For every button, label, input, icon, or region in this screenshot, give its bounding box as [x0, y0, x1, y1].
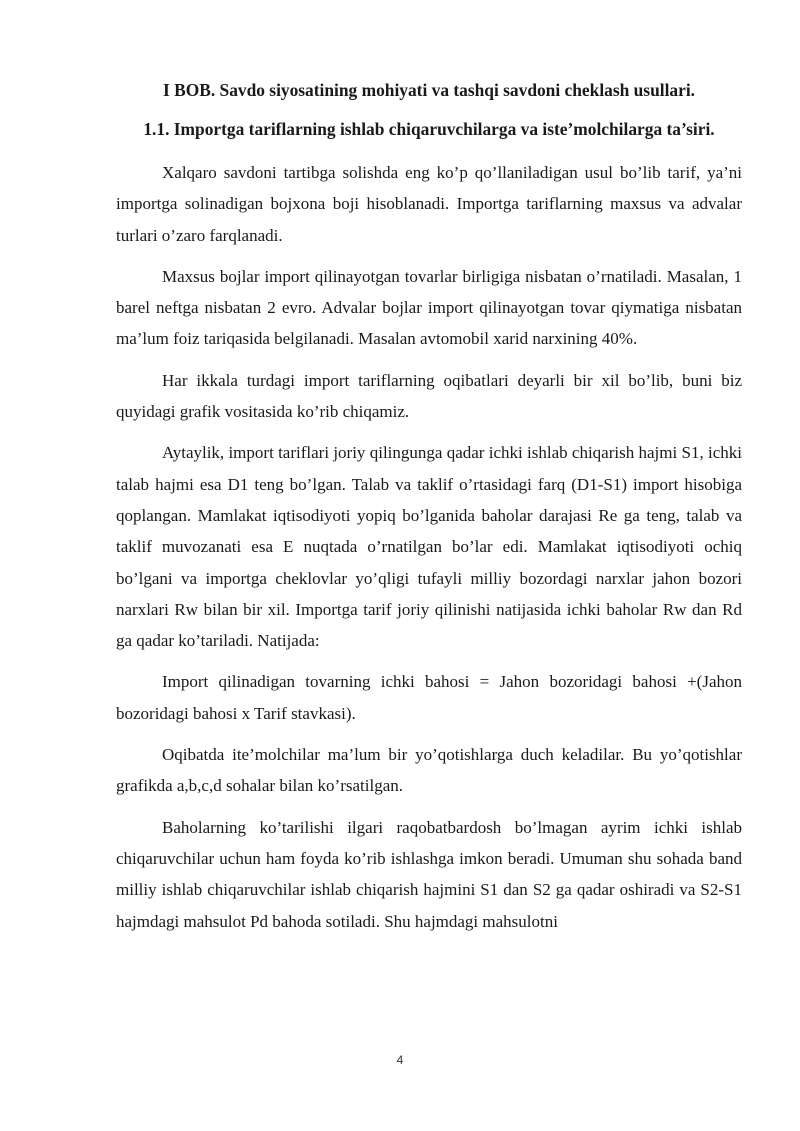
paragraph-3: Har ikkala turdagi import tariflarning oqibatlari deyarli bir xil bo’lib, buni biz quyidagi grafik vositasida ko’rib chiqamiz. — [116, 370, 742, 422]
document-page — [116, 70, 742, 937]
paragraph-5: Import qilinadigan tovarning ichki bahosi = Jahon bozoridagi bahosi +(Jahon bozoridagi bahosi x Tarif stavkasi). — [116, 672, 742, 723]
paragraph-6: Oqibatda ite’molchilar ma’lum bir yo’qotishlarga duch keladilar. Bu yo’qotishlar grafikda a,b,c,d sohalar bilan ko’rsatilgan. — [116, 745, 742, 796]
chapter-title: I BOB. Savdo siyosatining mohiyati va tashqi savdoni cheklash usullari. — [162, 80, 695, 100]
paragraph-7: Baholarning ko’tarilishi ilgari raqobatbardosh bo’lmagan ayrim ichki ishlab chiqaruvchilar uchun ham foyda ko’rib ishlashga imkon beradi. Umuman shu sohada band milliy ishlab chiqaruvchilar ishlab chiqarish hajmini S1 dan S2 ga qadar oshiradi va S2-S1 hajmdagi mahsulot Pd bahoda sotiladi. Shu hajmdagi mahsulotni — [116, 817, 742, 931]
page-number: 4 — [396, 1053, 404, 1067]
paragraph-2: Maxsus bojlar import qilinayotgan tovarlar birligiga nisbatan o’rnatiladi. Masalan, 1 barel neftga nisbatan 2 evro. Advalar bojlar import qilinayotgan tovar qiymatiga nisbatan ma’lum foiz tariqasida belgilanadi. Masalan avtomobil xarid narxining 40%. — [116, 266, 742, 349]
section-title: 1.1. Importga tariflarning ishlab chiqaruvchilarga va iste’molchilarga ta’siri. — [143, 119, 715, 139]
paragraph-1: Xalqaro savdoni tartibga solishda eng ko’p qo’llaniladigan usul bo’lib tarif, ya’ni importga solinadigan bojxona boji hisoblanadi. Importga tariflarning maxsus va advalar turlari o’zaro farqlanadi. — [116, 163, 742, 245]
paragraph-4: Aytaylik, import tariflari joriy qilingunga qadar ichki ishlab chiqarish hajmi S1, ichki talab hajmi esa D1 teng bo’lgan. Talab va taklif o’rtasidagi farq (D1-S1) import hisobiga qoplangan. Mamlakat iqtisodiyoti yopiq bo’lganida baholar darajasi Re ga teng, talab va taklif muvozanati esa E nuqtada o’rnatilgan bo’lar edi. Mamlakat iqtisodiyoti ochiq bo’lgani va importga cheklovlar yo’qligi tufayli milliy bozordagi narxlar jahon bozori narxlari Rw bilan bir xil. Importga tarif joriy qilinishi natijasida ichki baholar Rw dan Rd ga qadar ko’tariladi. Natijada: — [116, 443, 742, 651]
